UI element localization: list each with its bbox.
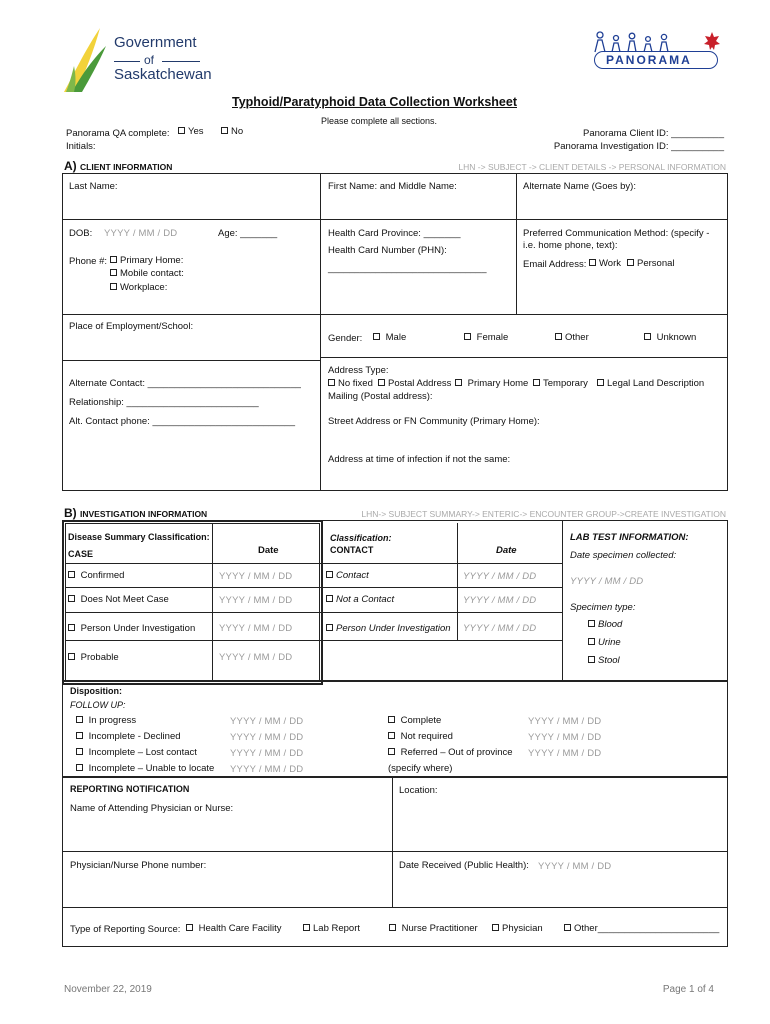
checkbox[interactable] xyxy=(388,716,395,723)
checkbox[interactable] xyxy=(326,624,333,631)
page-title: Typhoid/Paratyphoid Data Collection Worksheet xyxy=(232,95,517,109)
section-b-nav: LHN-> SUBJECT SUMMARY-> ENTERIC-> ENCOUNTER GROUP->CREATE INVESTIGATION xyxy=(361,509,726,519)
gov-line-1: Government xyxy=(114,34,197,51)
street-address-field[interactable]: Street Address or FN Community (Primary Home): xyxy=(328,416,540,427)
gov-line-2: of xyxy=(144,53,155,67)
specimen-label: Stool xyxy=(598,655,620,666)
fu-label: In progress xyxy=(88,715,137,726)
gender-unknown-label: Unknown xyxy=(656,332,697,343)
source-label-item: Other_______________________ xyxy=(574,923,720,934)
phone-label: Phone #: xyxy=(69,256,108,267)
mobile-phone-option[interactable] xyxy=(110,268,184,279)
contact-date-header: Date xyxy=(496,545,517,556)
email-personal-option[interactable] xyxy=(627,258,675,269)
pref-comm-label-1: Preferred Communication Method: (specify - xyxy=(523,228,710,239)
divider xyxy=(516,173,517,315)
specimen-urine-option[interactable] xyxy=(588,637,621,648)
footer-page: Page 1 of 4 xyxy=(662,984,714,995)
footer-date: November 22, 2019 xyxy=(64,984,152,995)
source-other-option[interactable] xyxy=(564,923,719,934)
contact-pui-option[interactable] xyxy=(326,623,451,634)
checkbox[interactable] xyxy=(644,333,651,340)
gov-divider-left xyxy=(114,61,140,62)
fu-declined-option[interactable] xyxy=(76,731,181,742)
addr-no-fixed-label: No fixed xyxy=(338,378,373,389)
divider xyxy=(65,587,562,588)
case-row-label: Person Under Investigation xyxy=(80,623,196,634)
divider xyxy=(62,907,728,908)
qa-no-option[interactable] xyxy=(221,126,243,137)
addr-postal-label: Postal Address xyxy=(388,378,452,389)
divider xyxy=(562,520,563,681)
lab-date-field[interactable]: YYYY / MM / DD xyxy=(570,576,644,587)
fu-date-field[interactable]: YYYY / MM / DD xyxy=(230,716,304,727)
case-date-field[interactable]: YYYY / MM / DD xyxy=(219,595,293,606)
checkbox[interactable] xyxy=(110,256,117,263)
case-not-meet-option[interactable] xyxy=(68,594,169,605)
qa-complete-label: Panorama QA complete: xyxy=(66,128,170,139)
fu-not-required-option[interactable] xyxy=(388,731,453,742)
addr-primary-home-label: Primary Home xyxy=(467,378,529,389)
section-b-heading xyxy=(64,506,207,520)
phys-phone-field[interactable]: Physician/Nurse Phone number: xyxy=(70,860,207,871)
health-card-number-label: Health Card Number (PHN): xyxy=(328,245,447,256)
fu-date-field[interactable]: YYYY / MM / DD xyxy=(528,748,602,759)
workplace-label: Workplace: xyxy=(120,282,168,293)
checkbox[interactable] xyxy=(388,732,395,739)
fu-date-field[interactable]: YYYY / MM / DD xyxy=(528,732,602,743)
fu-date-field[interactable]: YYYY / MM / DD xyxy=(230,732,304,743)
gender-male-label: Male xyxy=(385,332,407,343)
gender-female-label: Female xyxy=(476,332,509,343)
mobile-label: Mobile contact: xyxy=(120,268,184,279)
checkbox[interactable] xyxy=(388,748,395,755)
page-subtitle: Please complete all sections. xyxy=(321,116,438,126)
qa-yes-option[interactable] xyxy=(178,126,204,137)
relationship-field[interactable]: Relationship: _________________________ xyxy=(69,397,259,408)
contact-date-field[interactable]: YYYY / MM / DD xyxy=(463,571,537,582)
checkbox[interactable] xyxy=(76,764,83,771)
specimen-stool-option[interactable] xyxy=(588,655,620,666)
checkbox[interactable] xyxy=(328,379,335,386)
section-a-nav: LHN -> SUBJECT -> CLIENT DETAILS -> PERSONAL INFORMATION xyxy=(458,162,726,172)
alt-contact-field[interactable]: Alternate Contact: _____________________________ xyxy=(69,378,301,389)
checkbox[interactable] xyxy=(533,379,540,386)
fu-unable-locate-option[interactable] xyxy=(76,763,214,774)
gender-female-option[interactable] xyxy=(464,332,508,343)
divider xyxy=(320,357,728,358)
fu-label: Complete xyxy=(400,715,442,726)
email-label: Email Address: xyxy=(523,259,587,270)
employment-field[interactable]: Place of Employment/School: xyxy=(69,321,194,332)
case-row-label: Confirmed xyxy=(80,570,125,581)
date-received-label: Date Received (Public Health): xyxy=(399,860,529,871)
source-label-item: Nurse Practitioner xyxy=(401,923,478,934)
source-np-option[interactable] xyxy=(389,923,478,934)
panorama-logo xyxy=(588,30,722,72)
checkbox[interactable] xyxy=(588,620,595,627)
case-date-field[interactable]: YYYY / MM / DD xyxy=(219,623,293,634)
divider xyxy=(62,360,321,361)
divider xyxy=(62,851,728,852)
fu-label: Referred – Out of province xyxy=(400,747,513,758)
case-date-field[interactable]: YYYY / MM / DD xyxy=(219,652,293,663)
specify-where-field[interactable]: (specify where) xyxy=(388,763,453,774)
client-id-field[interactable]: Panorama Client ID: __________ xyxy=(582,128,724,139)
divider xyxy=(65,612,562,613)
follow-up-label: FOLLOW UP: xyxy=(70,700,126,710)
workplace-phone-option[interactable] xyxy=(110,282,167,293)
divider xyxy=(457,523,458,640)
gender-label: Gender: xyxy=(328,333,363,344)
specimen-blood-option[interactable] xyxy=(588,619,622,630)
specimen-label: Blood xyxy=(598,619,623,630)
section-b-title: INVESTIGATION INFORMATION xyxy=(80,509,208,519)
contact-row-label: Person Under Investigation xyxy=(336,623,451,634)
contact-date-field[interactable]: YYYY / MM / DD xyxy=(463,623,537,634)
age-field[interactable]: Age: _______ xyxy=(218,228,278,239)
primary-home-label: Primary Home: xyxy=(120,255,184,266)
health-card-number-field[interactable]: ______________________________ xyxy=(328,263,487,274)
checkbox[interactable] xyxy=(373,333,380,340)
alt-phone-field[interactable]: Alt. Contact phone: ___________________________ xyxy=(69,416,296,427)
wheat-sheaf-icon xyxy=(62,26,110,94)
class-header-2: CONTACT xyxy=(330,545,374,555)
specimen-type-label: Specimen type: xyxy=(570,602,636,613)
source-label: Type of Reporting Source: xyxy=(70,924,181,935)
checkbox[interactable] xyxy=(68,595,75,602)
checkbox[interactable] xyxy=(76,732,83,739)
checkbox[interactable] xyxy=(564,924,571,931)
alt-name-field[interactable]: Alternate Name (Goes by): xyxy=(523,181,636,192)
email-work-label: Work xyxy=(599,258,621,269)
health-card-province-field[interactable]: Health Card Province: _______ xyxy=(328,228,461,239)
divider xyxy=(62,219,728,220)
checkbox[interactable] xyxy=(68,571,75,578)
fu-lost-contact-option[interactable] xyxy=(76,747,197,758)
addr-temporary-label: Temporary xyxy=(543,378,588,389)
fu-label: Incomplete – Lost contact xyxy=(88,747,197,758)
gov-line-3: Saskatchewan xyxy=(114,66,212,83)
gender-male-option[interactable] xyxy=(373,332,406,343)
divider xyxy=(65,563,562,564)
fu-label: Incomplete – Unable to locate xyxy=(88,763,215,774)
source-label-item: Physician xyxy=(502,923,543,934)
checkbox[interactable] xyxy=(588,638,595,645)
initials-label: Initials: xyxy=(66,141,96,152)
checkbox[interactable] xyxy=(76,748,83,755)
lab-title: LAB TEST INFORMATION: xyxy=(570,532,689,543)
case-confirmed-option[interactable] xyxy=(68,570,124,581)
first-name-field[interactable]: First Name: and Middle Name: xyxy=(328,181,457,192)
case-date-header: Date xyxy=(258,545,279,556)
contact-row-label: Contact xyxy=(336,570,369,581)
checkbox[interactable] xyxy=(326,595,333,602)
fu-referred-option[interactable] xyxy=(388,747,513,758)
checkbox[interactable] xyxy=(597,379,604,386)
last-name-field[interactable]: Last Name: xyxy=(69,181,118,192)
gender-unknown-option[interactable] xyxy=(644,332,696,343)
fu-date-field[interactable]: YYYY / MM / DD xyxy=(230,748,304,759)
case-row-label: Probable xyxy=(80,652,119,663)
specimen-label: Urine xyxy=(598,637,621,648)
email-work-option[interactable] xyxy=(589,258,621,269)
divider xyxy=(320,173,321,491)
fu-label: Not required xyxy=(400,731,453,742)
panorama-wordmark: PANORAMA xyxy=(606,53,692,67)
case-probable-option[interactable] xyxy=(68,652,119,663)
case-pui-option[interactable] xyxy=(68,623,195,634)
addr-postal-option[interactable] xyxy=(378,378,451,389)
dob-label: DOB: xyxy=(69,228,93,239)
mailing-address-field[interactable]: Mailing (Postal address): xyxy=(328,391,433,402)
dob-field[interactable]: YYYY / MM / DD xyxy=(104,228,178,239)
checkbox[interactable] xyxy=(76,716,83,723)
attending-field[interactable]: Name of Attending Physician or Nurse: xyxy=(70,803,234,814)
qa-yes-label: Yes xyxy=(188,126,204,137)
location-field[interactable]: Location: xyxy=(399,785,438,796)
address-type-label: Address Type: xyxy=(328,365,389,376)
source-label-item: Lab Report xyxy=(313,923,361,934)
divider xyxy=(392,777,393,908)
source-label-item: Health Care Facility xyxy=(198,923,282,934)
checkbox[interactable] xyxy=(389,924,396,931)
fu-date-field[interactable]: YYYY / MM / DD xyxy=(528,716,602,727)
checkbox[interactable] xyxy=(588,656,595,663)
source-physician-option[interactable] xyxy=(492,923,543,934)
dsc-header-2: CASE xyxy=(68,549,94,559)
section-a-heading xyxy=(64,159,172,173)
checkbox[interactable] xyxy=(326,571,333,578)
divider xyxy=(65,640,562,641)
lab-date-label: Date specimen collected: xyxy=(570,550,677,561)
divider xyxy=(212,523,213,682)
addr-legal-land-label: Legal Land Description xyxy=(607,378,705,389)
fu-complete-option[interactable] xyxy=(388,715,441,726)
section-a-title: CLIENT INFORMATION xyxy=(80,162,173,172)
case-date-field[interactable]: YYYY / MM / DD xyxy=(219,571,293,582)
gender-other-option[interactable] xyxy=(555,332,589,343)
fu-date-field[interactable]: YYYY / MM / DD xyxy=(230,764,304,775)
checkbox[interactable] xyxy=(68,624,75,631)
fu-in-progress-option[interactable] xyxy=(76,715,136,726)
checkbox[interactable] xyxy=(589,259,596,266)
gov-divider-right xyxy=(162,61,200,62)
divider xyxy=(62,314,728,315)
checkbox[interactable] xyxy=(492,924,499,931)
maple-leaf-icon xyxy=(704,32,720,50)
checkbox[interactable] xyxy=(555,333,562,340)
checkbox[interactable] xyxy=(378,379,385,386)
checkbox[interactable] xyxy=(303,924,310,931)
class-header-1: Classification: xyxy=(330,533,392,543)
source-lab-option[interactable] xyxy=(303,923,360,934)
checkbox[interactable] xyxy=(68,653,75,660)
not-contact-option[interactable] xyxy=(326,594,394,605)
government-of-saskatchewan-logo xyxy=(62,26,212,96)
fu-label: Incomplete - Declined xyxy=(88,731,181,742)
address-at-infection-field[interactable]: Address at time of infection if not the same: xyxy=(328,454,511,465)
case-row-label: Does Not Meet Case xyxy=(80,594,169,605)
disposition-label: Disposition: xyxy=(70,686,122,696)
checkbox[interactable] xyxy=(178,127,185,134)
primary-home-phone-option[interactable] xyxy=(110,255,183,266)
date-received-field[interactable]: YYYY / MM / DD xyxy=(538,861,612,872)
contact-option[interactable] xyxy=(326,570,369,581)
checkbox[interactable] xyxy=(455,379,462,386)
investigation-id-field[interactable]: Panorama Investigation ID: __________ xyxy=(553,141,724,152)
addr-no-fixed-option[interactable] xyxy=(328,378,373,389)
contact-date-field[interactable]: YYYY / MM / DD xyxy=(463,595,537,606)
addr-temporary-option[interactable] xyxy=(533,378,588,389)
contact-row-label: Not a Contact xyxy=(336,594,395,605)
addr-primary-home-option[interactable] xyxy=(455,378,528,389)
checkbox[interactable] xyxy=(110,269,117,276)
checkbox[interactable] xyxy=(627,259,634,266)
qa-no-label: No xyxy=(231,126,244,137)
source-hcf-option[interactable] xyxy=(186,923,282,934)
section-b-letter: B) xyxy=(64,506,77,520)
checkbox[interactable] xyxy=(110,283,117,290)
checkbox[interactable] xyxy=(186,924,193,931)
section-a-letter: A) xyxy=(64,159,77,173)
email-personal-label: Personal xyxy=(637,258,675,269)
checkbox[interactable] xyxy=(221,127,228,134)
gender-other-label: Other xyxy=(565,332,589,343)
addr-legal-land-option[interactable] xyxy=(597,378,704,389)
dsc-header-1: Disease Summary Classification: xyxy=(68,532,210,542)
checkbox[interactable] xyxy=(464,333,471,340)
reporting-title: REPORTING NOTIFICATION xyxy=(70,784,190,794)
pref-comm-label-2: i.e. home phone, text): xyxy=(523,240,618,251)
